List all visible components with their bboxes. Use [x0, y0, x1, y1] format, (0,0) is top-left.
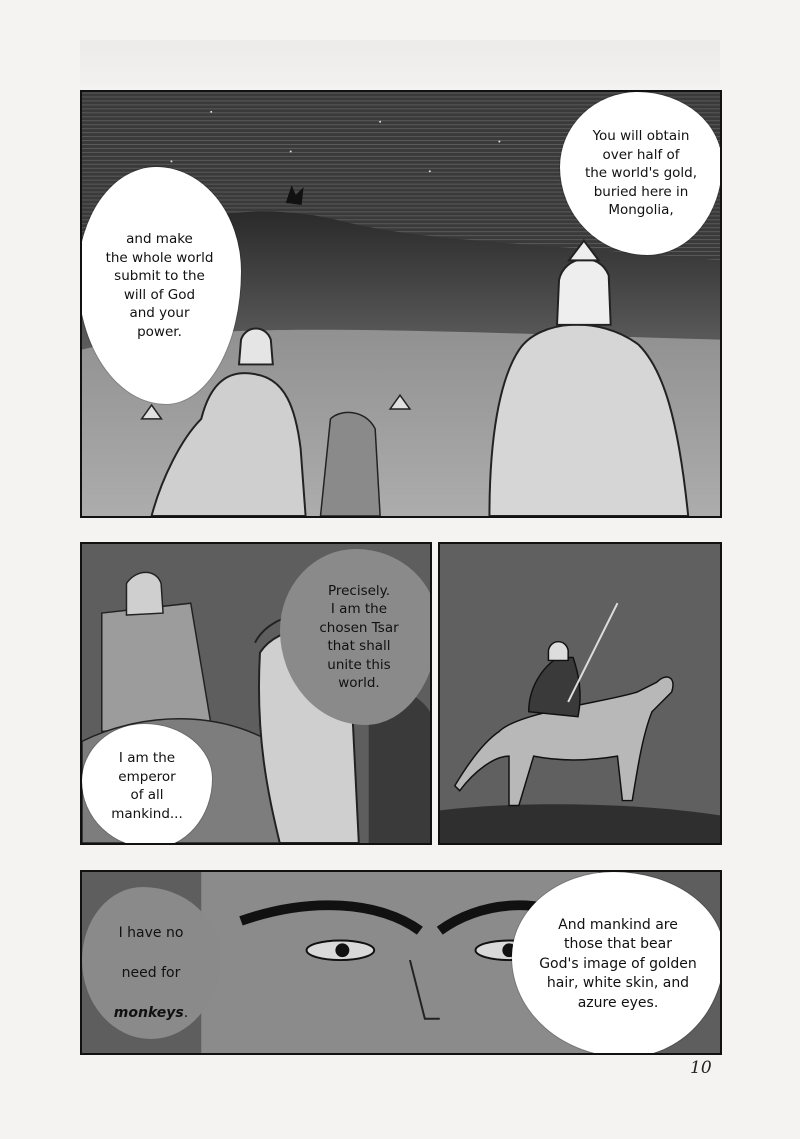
page-number: 10	[690, 1058, 712, 1078]
panel-1-riders-night	[80, 90, 722, 518]
speech-bubble-and-make-the-whole-world: and make the whole world submit to the will of God and your power.	[80, 167, 241, 404]
speech-bubble-i-am-the-emperor: I am the emperor of all mankind...	[82, 724, 212, 845]
panel-3-artwork	[440, 544, 720, 843]
panel-2-emperor-speech	[80, 542, 432, 845]
speech-bubble-and-mankind-are: And mankind are those that bear God's image of golden hair, white skin, and azure eyes.	[512, 872, 722, 1055]
bubble-emphasis-monkeys: monkeys	[113, 1005, 184, 1021]
speech-bubble-precisely: Precisely. I am the chosen Tsar that shall unite this world.	[280, 549, 432, 725]
speech-bubble-you-will-obtain: You will obtain over half of the world's gold, buried here in Mongolia,	[560, 92, 722, 255]
bubble-line-end: .	[183, 1005, 189, 1021]
bubble-line-1: I have no	[118, 925, 184, 941]
bubble-line-2: need for	[121, 965, 181, 981]
panel-4-closeup-eyes	[80, 870, 722, 1055]
panel-3-lone-rider	[438, 542, 722, 845]
page-header-band	[80, 40, 720, 85]
